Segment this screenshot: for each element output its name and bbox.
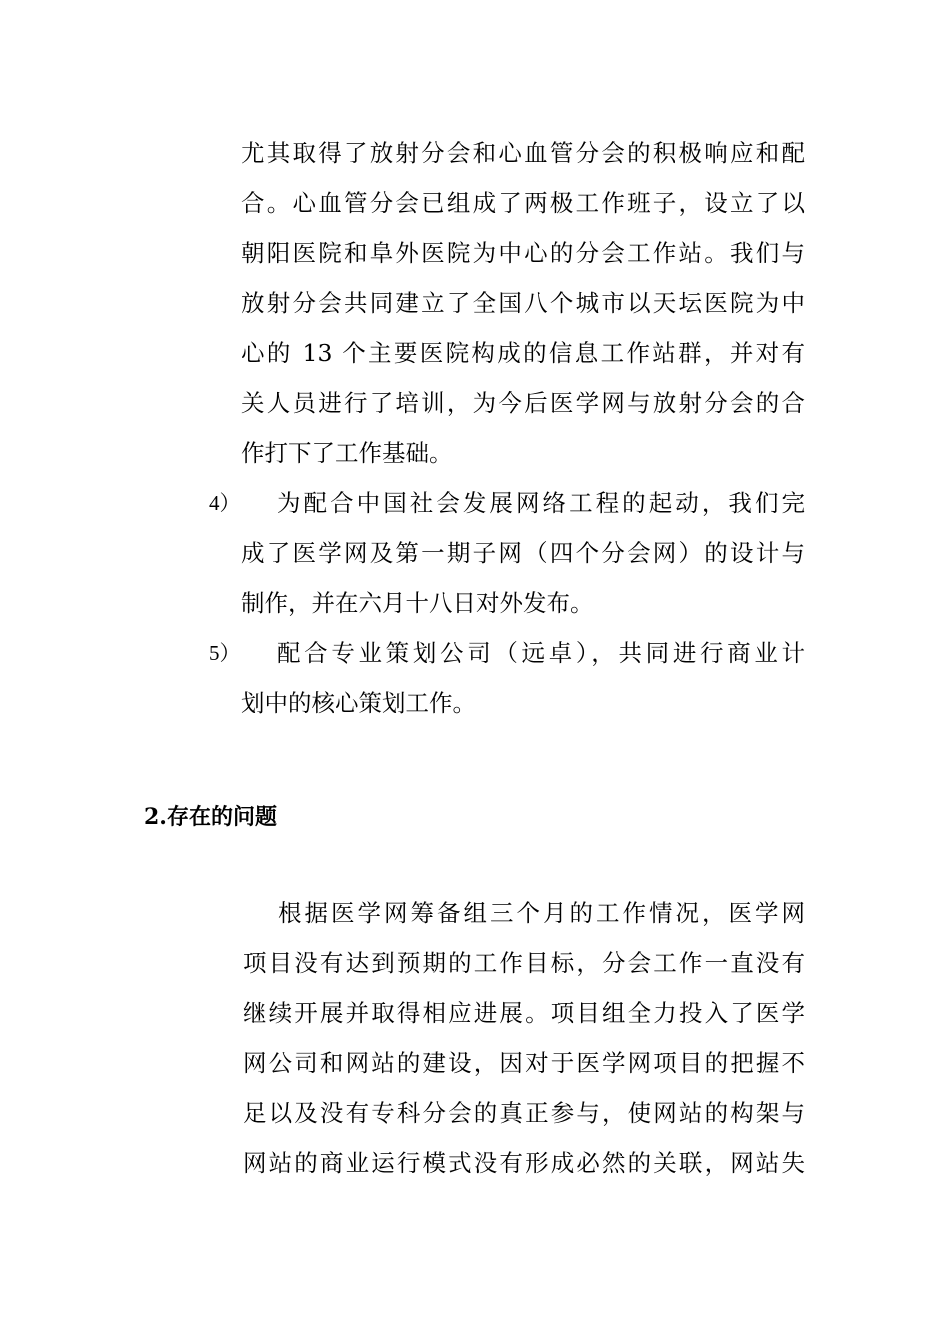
paragraph-line: 足以及没有专科分会的真正参与，使网站的构架与 bbox=[243, 1099, 805, 1127]
paragraph-line: 项目没有达到预期的工作目标，分会工作一直没有 bbox=[243, 949, 805, 977]
list-item-line: 制作，并在六月十八日对外发布。 bbox=[241, 589, 594, 617]
list-item-line: 为配合中国社会发展网络工程的起动，我们完 bbox=[277, 489, 805, 517]
paragraph-line: 心的 13 个主要医院构成的信息工作站群，并对有 bbox=[241, 339, 805, 367]
paragraph-line: 根据医学网筹备组三个月的工作情况，医学网 bbox=[278, 899, 805, 927]
paragraph-line: 关人员进行了培训，为今后医学网与放射分会的合 bbox=[241, 389, 805, 417]
list-item-line: 配合专业策划公司（远卓），共同进行商业计 bbox=[277, 639, 805, 667]
paragraph-line: 尤其取得了放射分会和心血管分会的积极响应和配 bbox=[241, 139, 805, 167]
paragraph-line: 作打下了工作基础。 bbox=[241, 439, 453, 467]
list-item-number: 4） bbox=[209, 491, 241, 515]
list-item-number: 5） bbox=[209, 641, 241, 665]
paragraph-line: 继续开展并取得相应进展。项目组全力投入了医学 bbox=[243, 999, 805, 1027]
paragraph-line: 朝阳医院和阜外医院为中心的分会工作站。我们与 bbox=[241, 239, 805, 267]
list-item-line: 成了医学网及第一期子网（四个分会网）的设计与 bbox=[241, 539, 805, 567]
paragraph-line: 网公司和网站的建设，因对于医学网项目的把握不 bbox=[243, 1049, 805, 1077]
paragraph-line: 合。心血管分会已组成了两极工作班子，设立了以 bbox=[241, 189, 805, 217]
paragraph-line: 网站的商业运行模式没有形成必然的关联，网站失 bbox=[243, 1149, 805, 1177]
list-item-line: 划中的核心策划工作。 bbox=[241, 689, 476, 717]
paragraph-line: 放射分会共同建立了全国八个城市以天坛医院为中 bbox=[241, 289, 805, 317]
section-heading: 2.存在的问题 bbox=[144, 804, 277, 830]
